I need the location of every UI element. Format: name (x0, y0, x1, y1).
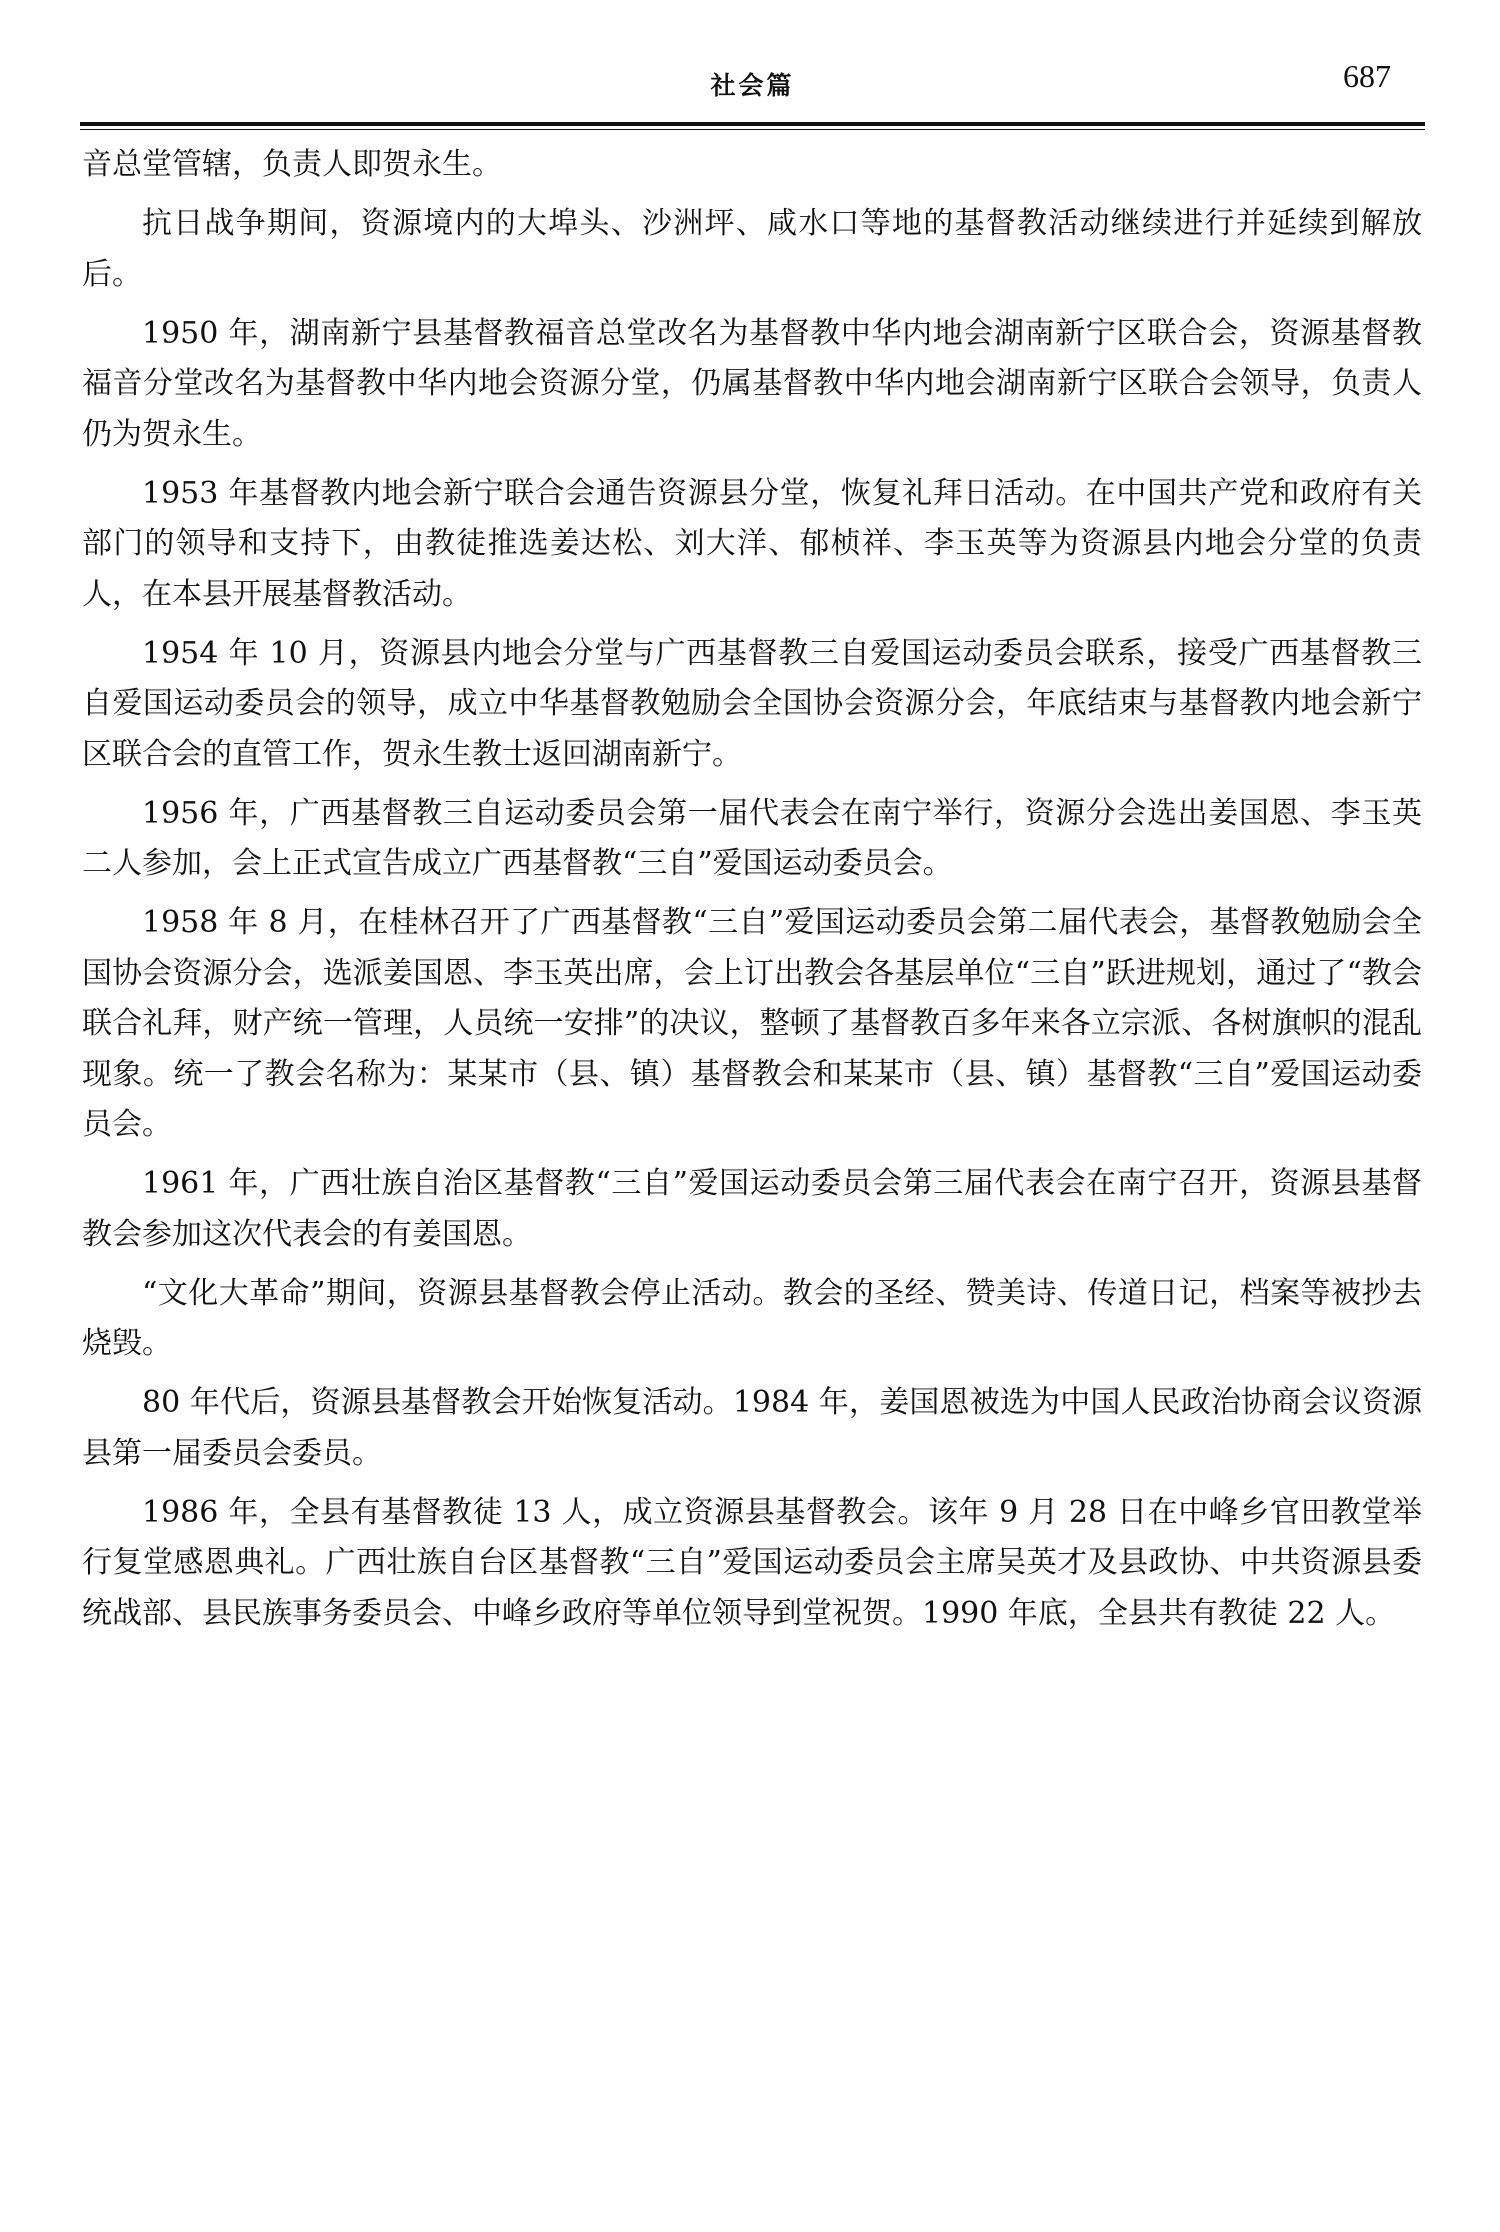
paragraph: 1956 年，广西基督教三自运动委员会第一届代表会在南宁举行，资源分会选出姜国恩、李玉英二人参加，会上正式宣告成立广西基督教“三自”爱国运动委员会。 (82, 795, 1422, 881)
paragraph-continuation: 音总堂管辖，负责人即贺永生。 (82, 147, 502, 182)
paragraph: 1953 年基督教内地会新宁联合会通告资源县分堂，恢复礼拜日活动。在中国共产党和政府有关部门的领导和支持下，由教徒推选姜达松、刘大洋、郁桢祥、李玉英等为资源县内地会分堂的负责人，在本县开展基督教活动。 (82, 475, 1422, 612)
paragraph: “文化大革命”期间，资源县基督教会停止活动。教会的圣经、赞美诗、传道日记，档案等被抄去烧毁。 (82, 1275, 1422, 1361)
page-number: 687 (1343, 58, 1391, 94)
section-title: 社会篇 (710, 71, 795, 100)
paragraph: 1954 年 10 月，资源县内地会分堂与广西基督教三自爱国运动委员会联系，接受广西基督教三自爱国运动委员会的领导，成立中华基督教勉励会全国协会资源分会，年底结束与基督教内地会新宁区联合会的直管工作，贺永生教士返回湖南新宁。 (82, 635, 1422, 772)
page-header (80, 58, 1425, 106)
paragraph: 1961 年，广西壮族自治区基督教“三自”爱国运动委员会第三届代表会在南宁召开，资源县基督教会参加这次代表会的有姜国恩。 (82, 1166, 1422, 1252)
header-rule-thin (80, 129, 1425, 130)
paragraph: 1958 年 8 月，在桂林召开了广西基督教“三自”爱国运动委员会第二届代表会，基督教勉励会全国协会资源分会，选派姜国恩、李玉英出席，会上订出教会各基层单位“三自”跃进规划，通过了“教会联合礼拜，财产统一管理，人员统一安排”的决议，整顿了基督教百多年来各立宗派、各树旗帜的混乱现象。统一了教会名称为：某某市（县、镇）基督教会和某某市（县、镇）基督教“三自”爱国运动委员会。 (82, 905, 1422, 1142)
paragraph: 80 年代后，资源县基督教会开始恢复活动。1984 年，姜国恩被选为中国人民政治协商会议资源县第一届委员会委员。 (82, 1385, 1422, 1471)
paragraph: 1950 年，湖南新宁县基督教福音总堂改名为基督教中华内地会湖南新宁区联合会，资源基督教福音分堂改名为基督教中华内地会资源分堂，仍属基督教中华内地会湖南新宁区联合会领导，负责人仍为贺永生。 (82, 315, 1422, 452)
paragraph: 抗日战争期间，资源境内的大埠头、沙洲坪、咸水口等地的基督教活动继续进行并延续到解放后。 (82, 206, 1422, 292)
paragraph: 1986 年，全县有基督教徒 13 人，成立资源县基督教会。该年 9 月 28 日在中峰乡官田教堂举行复堂感恩典礼。广西壮族自台区基督教“三自”爱国运动委员会主席吴英才及县政协、中共资源县委统战部、县民族事务委员会、中峰乡政府等单位领导到堂祝贺。1990 年底，全县共有教徒 22 人。 (82, 1494, 1422, 1631)
body-text (82, 140, 1422, 1648)
header-rule-thick (80, 122, 1425, 126)
